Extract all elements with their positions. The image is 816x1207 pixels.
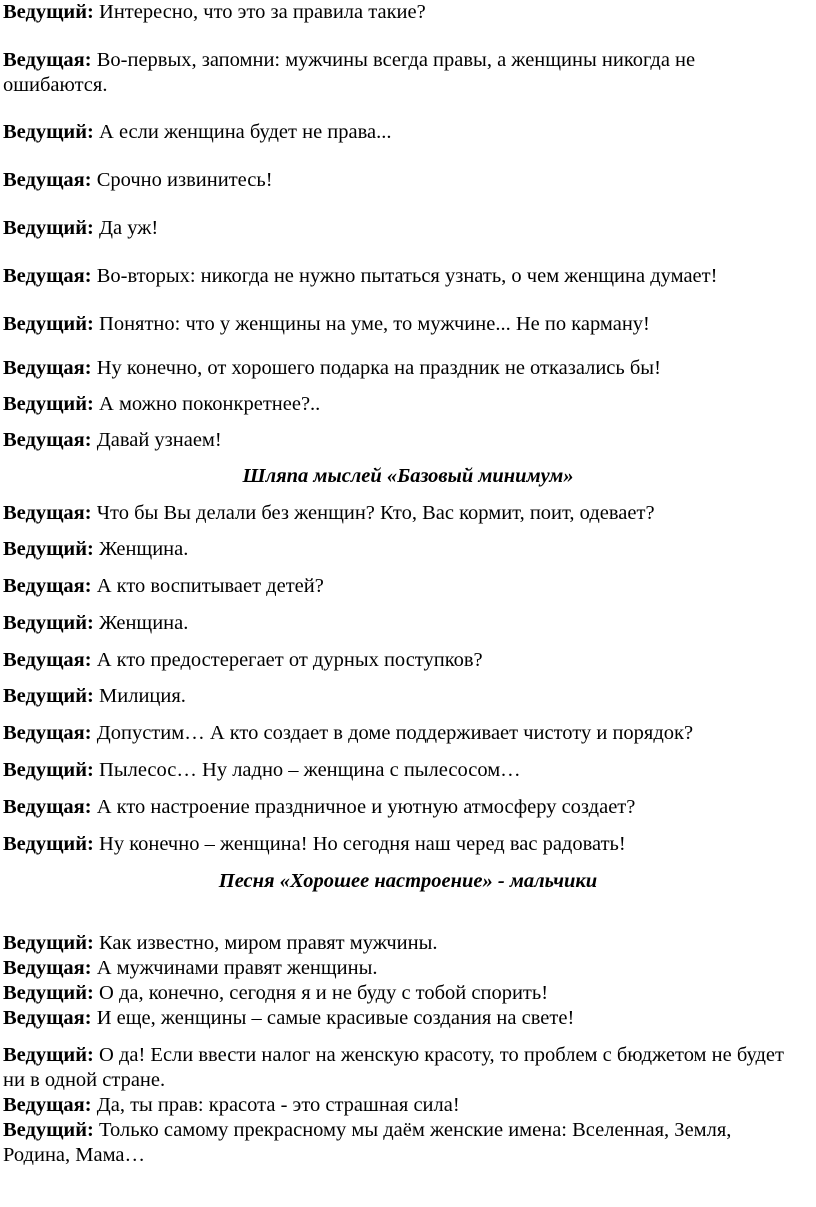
dialogue-text: Понятно: что у женщины на уме, то мужчине... Не по карману! [93, 313, 650, 335]
speaker-label: Ведущий: [3, 1, 94, 23]
dialogue-text: А мужчинами правят женщины. [91, 957, 378, 979]
dialogue-text: Да, ты прав: красота - это страшная сила! [91, 1094, 460, 1116]
dialogue-line [3, 931, 788, 956]
speaker-label: Ведущая: [3, 957, 92, 979]
speaker-label: Ведущая: [3, 796, 92, 818]
dialogue-line [3, 981, 788, 1006]
speaker-label: Ведущий: [3, 833, 94, 855]
speaker-label: Ведущий: [3, 538, 94, 560]
speaker-label: Ведущая: [3, 265, 92, 287]
dialogue-line [3, 758, 788, 783]
speaker-label: Ведущий: [3, 313, 94, 335]
dialogue-line [3, 264, 788, 289]
dialogue-line [3, 1118, 788, 1168]
dialogue-text: Что бы Вы делали без женщин? Кто, Вас кормит, поит, одевает? [91, 502, 655, 524]
speaker-label: Ведущий: [3, 1119, 94, 1141]
dialogue-text: Ну конечно – женщина! Но сегодня наш черед вас радовать! [93, 833, 626, 855]
speaker-label: Ведущий: [3, 932, 94, 954]
speaker-label: Ведущий: [3, 1044, 94, 1066]
dialogue-text: Да уж! [93, 217, 159, 239]
dialogue-text: Пылесос… Ну ладно – женщина с пылесосом… [93, 759, 521, 781]
dialogue-line [3, 1093, 788, 1118]
speaker-label: Ведущий: [3, 759, 94, 781]
dialogue-line [3, 392, 788, 417]
dialogue-text: Срочно извинитесь! [91, 169, 273, 191]
speaker-label: Ведущая: [3, 1007, 92, 1029]
dialogue-line [3, 1006, 788, 1031]
dialogue-text: А кто предостерегает от дурных поступков? [91, 649, 483, 671]
speaker-label: Ведущий: [3, 982, 94, 1004]
speaker-label: Ведущая: [3, 169, 92, 191]
dialogue-line [3, 428, 788, 453]
dialogue-line [3, 684, 788, 709]
dialogue-line [3, 356, 788, 381]
dialogue-text: Давай узнаем! [91, 429, 222, 451]
section-heading: Шляпа мыслей «Базовый минимум» [242, 465, 574, 487]
speaker-label: Ведущая: [3, 575, 92, 597]
dialogue-line [3, 120, 788, 145]
dialogue-line [3, 611, 788, 636]
dialogue-line [3, 0, 788, 25]
dialogue-text: Как известно, миром правят мужчины. [93, 932, 438, 954]
speaker-label: Ведущая: [3, 649, 92, 671]
dialogue-line [3, 795, 788, 820]
dialogue-text: А можно поконкретнее?.. [93, 393, 321, 415]
speaker-label: Ведущая: [3, 357, 92, 379]
dialogue-text: Милиция. [93, 685, 186, 707]
section-heading: Песня «Хорошее настроение» - мальчики [218, 870, 598, 892]
speaker-label: Ведущая: [3, 1094, 92, 1116]
dialogue-text: Допустим… А кто создает в доме поддерживает чистоту и порядок? [91, 722, 694, 744]
dialogue-line [3, 537, 788, 562]
dialogue-line [3, 312, 788, 337]
dialogue-text: О да! Если ввести налог на женскую красоту, то проблем с бюджетом не будет ни в одной стране. [3, 1044, 784, 1091]
dialogue-line [3, 216, 788, 241]
dialogue-text: Ну конечно, от хорошего подарка на праздник не отказались бы! [91, 357, 661, 379]
speaker-label: Ведущий: [3, 393, 94, 415]
dialogue-line [3, 168, 788, 193]
dialogue-line [3, 832, 788, 857]
speaker-label: Ведущий: [3, 612, 94, 634]
speaker-label: Ведущий: [3, 685, 94, 707]
speaker-label: Ведущая: [3, 429, 92, 451]
speaker-label: Ведущая: [3, 722, 92, 744]
speaker-label: Ведущий: [3, 217, 94, 239]
dialogue-text: А кто воспитывает детей? [91, 575, 324, 597]
dialogue-text: Женщина. [93, 538, 189, 560]
dialogue-line [3, 574, 788, 599]
dialogue-text: Женщина. [93, 612, 189, 634]
dialogue-line [3, 721, 788, 746]
speaker-label: Ведущая: [3, 502, 92, 524]
dialogue-text: Только самому прекрасному мы даём женские имена: Вселенная, Земля, Родина, Мама… [3, 1119, 732, 1166]
dialogue-text: Во-вторых: никогда не нужно пытаться узнать, о чем женщина думает! [91, 265, 718, 287]
dialogue-line [3, 501, 788, 526]
dialogue-text: А кто настроение праздничное и уютную атмосферу создает? [91, 796, 636, 818]
dialogue-text: Интересно, что это за правила такие? [93, 1, 426, 23]
dialogue-line [3, 48, 788, 98]
speaker-label: Ведущая: [3, 49, 92, 71]
dialogue-text: И еще, женщины – самые красивые создания на свете! [91, 1007, 575, 1029]
dialogue-text: А если женщина будет не права... [93, 121, 392, 143]
dialogue-line [3, 1043, 788, 1093]
dialogue-line [3, 956, 788, 981]
speaker-label: Ведущий: [3, 121, 94, 143]
dialogue-text: Во-первых, запомни: мужчины всегда правы, а женщины никогда не ошибаются. [3, 49, 696, 96]
dialogue-line [3, 648, 788, 673]
dialogue-text: О да, конечно, сегодня я и не буду с тобой спорить! [93, 982, 549, 1004]
